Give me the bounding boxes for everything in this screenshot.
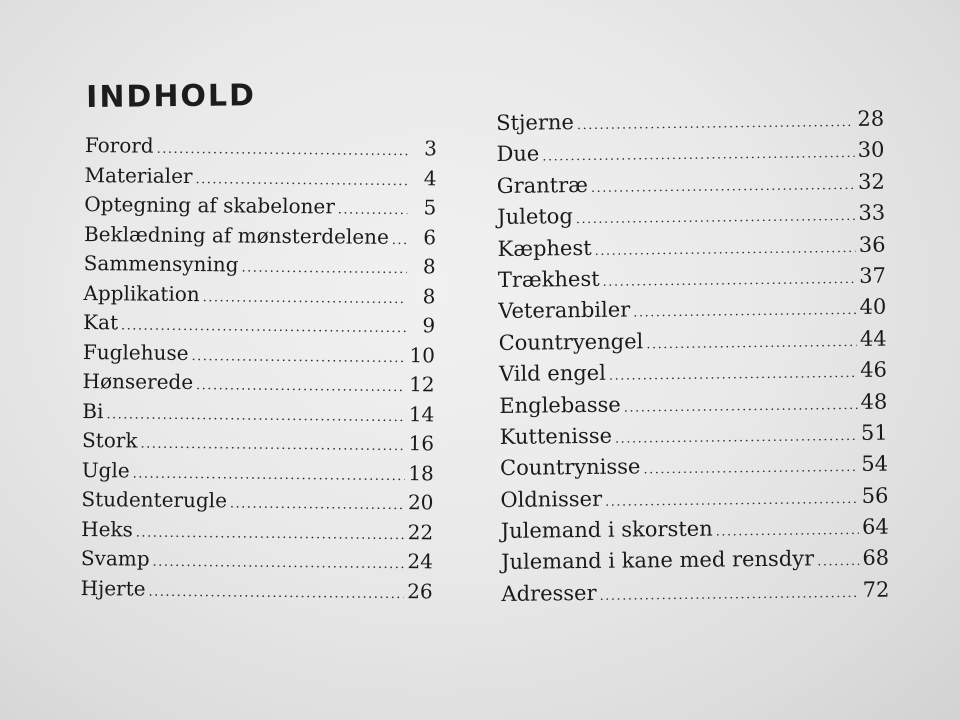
toc-entry: [499, 358, 887, 394]
toc-entry-page: 10: [409, 342, 436, 367]
toc-entry: [84, 162, 436, 195]
toc-entry-title: Hønserede: [82, 368, 194, 395]
toc-dot-leader: [196, 378, 406, 395]
toc-entry-title: Forord: [84, 133, 154, 158]
toc-entry-page: 28: [857, 106, 885, 131]
toc-dot-leader: [241, 261, 406, 278]
toc-entry-page: 6: [423, 224, 437, 249]
toc-entry-page: 8: [422, 283, 436, 308]
toc-entry-page: 3: [424, 136, 437, 161]
toc-entry: [497, 232, 885, 268]
toc-dot-leader: [600, 586, 860, 604]
toc-entry: [501, 515, 889, 551]
toc-entry: [501, 577, 889, 613]
toc-entry: [81, 516, 433, 549]
toc-dot-leader: [133, 466, 405, 484]
toc-entry: [80, 575, 432, 608]
toc-entry: [85, 133, 437, 166]
toc-dot-leader: [157, 142, 408, 159]
toc-entry-title: Stork: [81, 427, 138, 453]
toc-entry: [82, 457, 434, 490]
toc-dot-leader: [646, 335, 857, 352]
toc-entry-page: 68: [862, 546, 890, 571]
toc-entry-title: Fuglehuse: [82, 339, 189, 365]
toc-entry: [81, 487, 433, 520]
toc-dot-leader: [230, 496, 405, 513]
toc-dot-leader: [615, 429, 858, 447]
toc-entry-title: Julemand i skorsten: [500, 516, 713, 544]
toc-entry-page: 12: [409, 372, 435, 397]
toc-entry-title: Optegning af skabeloner: [84, 191, 335, 219]
toc-entry-title: Ugle: [81, 457, 130, 482]
toc-entry-title: Beklædning af mønsterdelene: [83, 221, 389, 249]
toc-entry-title: Bi: [82, 398, 104, 423]
toc-entry-page: 24: [407, 549, 434, 574]
toc-entry-title: Kæphest: [497, 235, 592, 261]
toc-dot-leader: [577, 115, 855, 133]
toc-entry-title: Julemand i kane med rensdyr: [500, 546, 815, 575]
toc-entry-page: 18: [408, 460, 434, 485]
toc-entry-page: 46: [860, 357, 888, 383]
toc-entry-page: 56: [861, 483, 889, 508]
toc-entry-title: Juletog: [497, 204, 573, 230]
toc-entry-title: Adresser: [501, 580, 597, 606]
toc-entry-page: 32: [857, 169, 885, 194]
toc-dot-leader: [191, 349, 405, 366]
toc-entry-page: 54: [861, 451, 889, 477]
toc-entry: [84, 192, 436, 225]
toc-entry: [496, 138, 884, 174]
toc-dot-leader: [121, 318, 406, 336]
toc-dot-leader: [605, 492, 859, 510]
toc-entry: [496, 107, 884, 143]
toc-dot-leader: [106, 407, 405, 425]
toc-entry: [84, 221, 436, 254]
toc-entry-page: 22: [407, 519, 434, 544]
toc-dot-leader: [338, 202, 408, 218]
toc-entry: [500, 452, 888, 488]
toc-dot-leader: [148, 584, 403, 601]
toc-entry-title: Countrynisse: [499, 454, 641, 481]
toc-entry-page: 20: [407, 490, 434, 515]
toc-entry: [498, 295, 886, 331]
toc-dot-leader: [643, 460, 858, 477]
toc-dot-leader: [609, 366, 858, 384]
toc-entry: [82, 428, 434, 461]
toc-dot-leader: [603, 272, 857, 290]
toc-entry: [497, 201, 885, 237]
toc-entry: [499, 389, 887, 425]
toc-entry-title: Due: [496, 141, 540, 167]
toc-entry-page: 30: [857, 137, 885, 163]
toc-entry-title: Kat: [83, 309, 119, 335]
toc-entry-page: 48: [860, 389, 888, 414]
toc-entry-title: Svamp: [80, 545, 150, 571]
toc-entry: [500, 420, 888, 456]
toc-entry-page: 8: [422, 254, 436, 279]
toc-entry-page: 36: [858, 232, 886, 257]
toc-entry-title: Vild engel: [498, 360, 607, 387]
toc-entry-title: Grantræ: [496, 172, 589, 198]
toc-left-column: [80, 133, 437, 608]
toc-entry: [84, 251, 436, 284]
toc-entry-title: Applikation: [83, 280, 200, 306]
toc-dot-leader: [624, 397, 858, 415]
toc-entry-page: 51: [860, 420, 888, 445]
toc-entry-page: 5: [423, 195, 437, 220]
toc-entry: [83, 339, 435, 372]
toc-entry-title: Kuttenisse: [499, 423, 613, 449]
toc-entry-title: Sammensyning: [83, 250, 239, 277]
toc-entry: [82, 369, 434, 402]
toc-dot-leader: [817, 554, 859, 569]
toc-dot-leader: [392, 232, 407, 247]
page-title: INDHOLD: [86, 78, 257, 115]
toc-entry: [498, 326, 886, 362]
toc-entry: [501, 546, 889, 582]
toc-right-column: [496, 107, 890, 614]
toc-entry-page: 4: [423, 165, 437, 190]
toc-entry: [81, 546, 433, 579]
toc-entry-page: 64: [861, 514, 889, 539]
toc-entry-page: 44: [859, 326, 887, 351]
toc-entry-page: 16: [408, 431, 435, 456]
toc-entry: [83, 280, 435, 313]
toc-dot-leader: [591, 178, 855, 196]
toc-entry-page: 40: [859, 294, 887, 320]
toc-entry-title: Veteranbiler: [498, 297, 631, 324]
toc-entry-page: 33: [858, 200, 886, 226]
toc-dot-leader: [716, 523, 860, 540]
toc-entry-title: Heks: [81, 516, 133, 541]
toc-entry-page: 9: [422, 313, 436, 338]
toc-entry: [500, 483, 888, 519]
toc-entry-page: 37: [859, 263, 887, 288]
toc-entry-title: Countryengel: [498, 329, 644, 355]
toc-entry-title: Stjerne: [496, 110, 575, 135]
toc-dot-leader: [140, 437, 405, 455]
toc-entry-title: Englebasse: [499, 392, 621, 418]
toc-entry: [497, 169, 885, 205]
toc-entry-page: 14: [408, 401, 435, 426]
toc-dot-leader: [576, 209, 856, 227]
toc-dot-leader: [203, 290, 407, 307]
toc-entry-title: Trækhest: [497, 266, 600, 292]
toc-dot-leader: [595, 240, 856, 258]
toc-entry-title: Studenterugle: [81, 486, 228, 513]
toc-entry: [83, 310, 435, 343]
toc-entry: [82, 398, 434, 431]
toc-entry-page: 72: [862, 577, 890, 602]
toc-entry-page: 26: [407, 578, 433, 603]
toc-entry: [498, 264, 886, 300]
toc-dot-leader: [153, 555, 404, 572]
toc-entry-title: Hjerte: [80, 575, 146, 601]
toc-dot-leader: [136, 525, 404, 543]
toc-entry-title: Oldnisser: [500, 486, 603, 512]
toc-dot-leader: [633, 303, 856, 321]
toc-dot-leader: [542, 146, 855, 165]
toc-dot-leader: [195, 172, 407, 189]
toc-entry-title: Materialer: [84, 162, 193, 188]
